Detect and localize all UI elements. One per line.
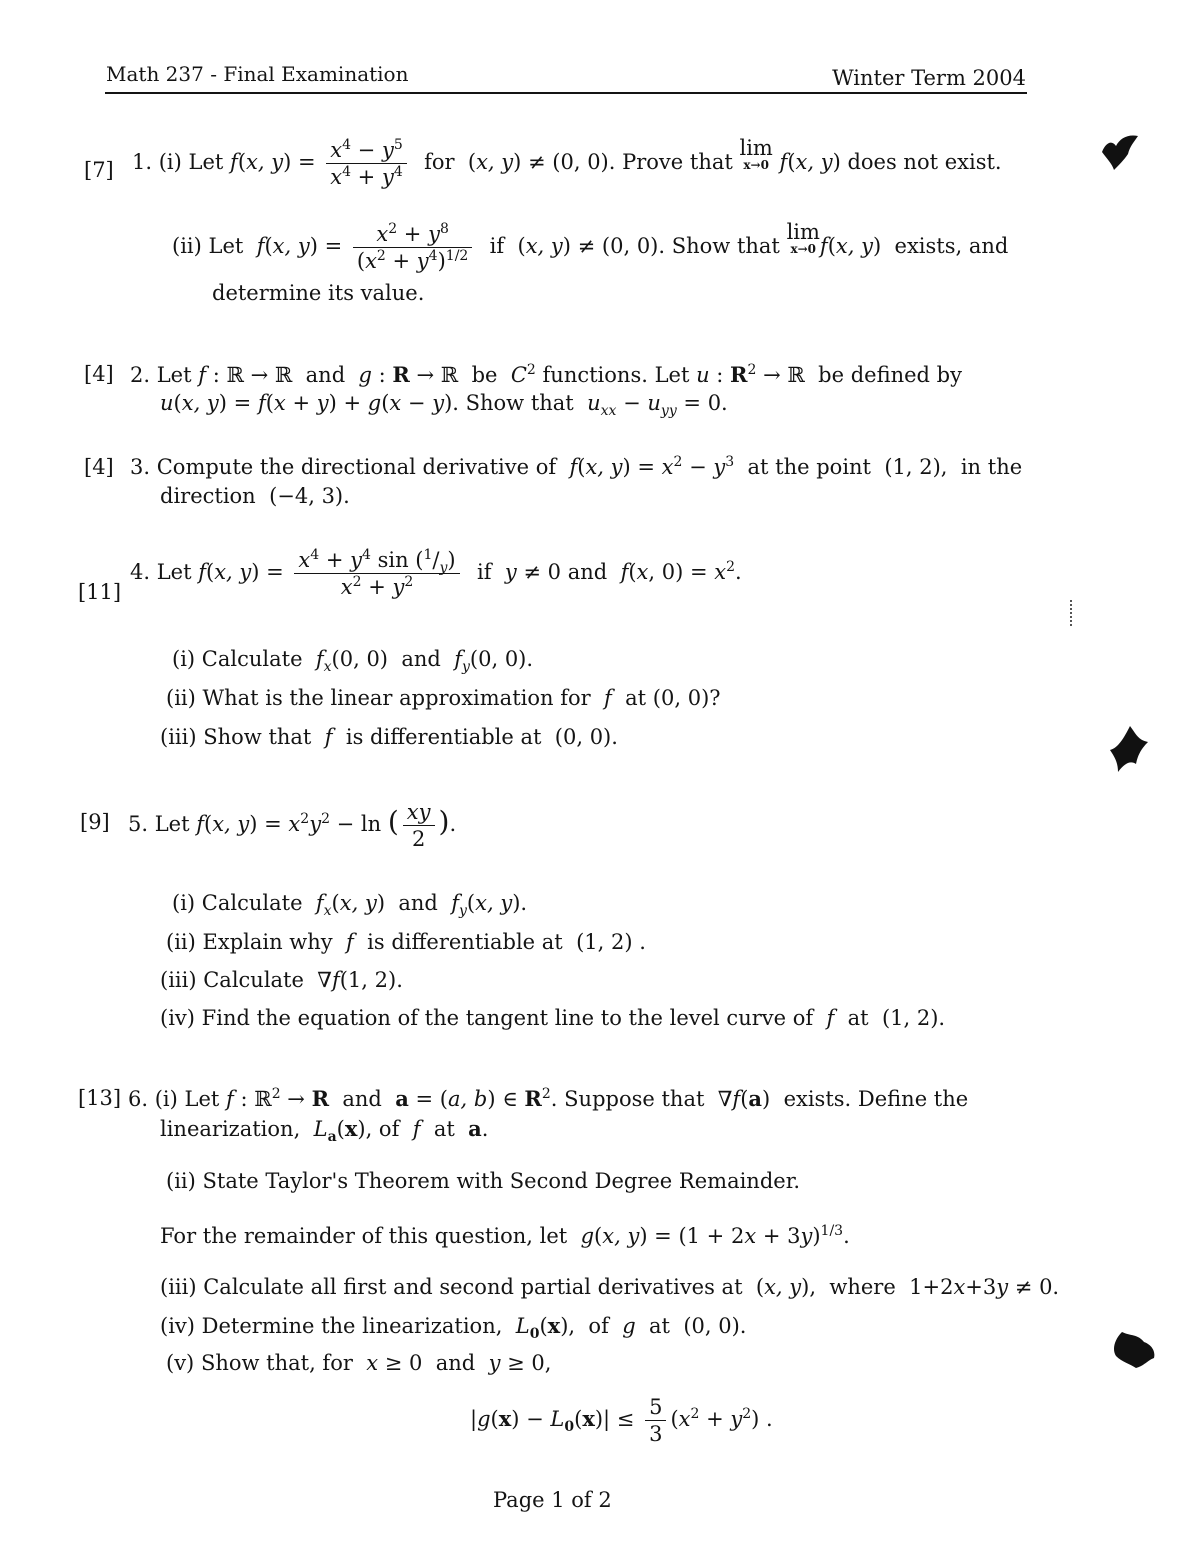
- q6-remainder: For the remainder of this question, let g(x, $y) = (1 + 2x + 3y)^{1/3}$.: [160, 1223, 850, 1248]
- q1-part-ii-cont: determine its value.: [212, 281, 425, 305]
- q5-line: 5. Let f(x, $y) = x^2y^2 - \ln$ ( $\frac{xy}{2}$ ).: [128, 800, 457, 851]
- q4-marks: [11]: [78, 580, 122, 604]
- q3-line2: direction (−4, 3).: [160, 484, 350, 508]
- q5-part-ii: (ii) Explain why f is differentiable at (1, 2) .: [166, 930, 646, 954]
- q6-part-iii: (iii) Calculate all first and second partial derivatives at (x, y), where 1+2x+3y ≠ 0.: [160, 1275, 1060, 1299]
- q4-part-ii: (ii) What is the linear approximation for f at (0, 0)?: [166, 686, 721, 710]
- q5-part-i: (i) Calculate $f_x(x$, y) and $f_y(x$, y).: [172, 891, 528, 920]
- q1ii-fraction: $\frac{x^2 + y^8}{(x^2 + y^4)^{1/2}}$: [353, 222, 472, 273]
- q1-fraction: $\frac{x^4 - y^5}{x^4 + y^4}$: [326, 138, 407, 189]
- q5-part-iii: (iii) Calculate ∇f(1, 2).: [160, 968, 403, 992]
- q2-line1: 2. Let f : ℝ → ℝ and g : R → ℝ be $C^2$ functions. Let u : $R^2$ → ℝ be defined by: [130, 362, 962, 387]
- q1-marks: [7]: [84, 158, 114, 182]
- q6-part-i-cont: linearization, $L_a(x)$, of f at a.: [160, 1116, 489, 1146]
- q6-part-v: (v) Show that, for x ≥ 0 and y ≥ 0,: [166, 1351, 552, 1375]
- q1-part-ii: (ii) Let f(x, y) = $\frac{x^2 + y^8}{(x^2 + y^4)^{1/2}}$ if (x, y) ≠ (0, 0). Show that lim x→0 f(x, y) exists, and: [172, 220, 1009, 273]
- exam-term: Winter Term 2004: [832, 66, 1026, 90]
- q4-part-i: (i) Calculate $f_x(0$, 0) and $f_y(0$, 0).: [172, 647, 534, 676]
- exam-title: Math 237 - Final Examination: [106, 62, 409, 86]
- q6-marks: [13]: [78, 1086, 122, 1110]
- q4-line: 4. Let f(x, y) = $\frac{x^4 + y^4 \sin (^1/_y)}{x^2 + y^2}$ if y ≠ 0 and f(x, $0) = x^2$.: [130, 547, 742, 599]
- q1-part-i: 1. (i) Let f(x, y) = $\frac{x^4 - y^5}{x^4 + y^4}$ for (x, y) ≠ (0, 0). Prove that lim x→0 f(x, y) does not exist.: [132, 136, 1002, 189]
- q1-num: 1.: [132, 150, 153, 174]
- q4-fraction: $\frac{x^4 + y^4 \sin (^1/_y)}{x^2 + y^2}$: [294, 548, 459, 599]
- q6-part-iv: (iv) Determine the linearization, $L_0(x)$, of g at (0, 0).: [160, 1313, 747, 1343]
- q6-part-i: 6. (i) Let f : ℝ$^2$ → R and a = (a, b) ∈ $R^2$. Suppose that ∇f(a) exists. Define the: [128, 1086, 969, 1111]
- ink-mark-icon: [1098, 130, 1144, 174]
- q2-marks: [4]: [84, 362, 114, 386]
- header-rule: [105, 92, 1027, 94]
- q3-marks: [4]: [84, 455, 114, 479]
- q5-part-iv: (iv) Find the equation of the tangent line to the level curve of f at (1, 2).: [160, 1006, 946, 1030]
- q6-inequality: $|g(x) - L_0(x)|$ ≤ $\frac{5}{3}$ $(x^2 + y^2)$ .: [470, 1395, 773, 1446]
- ink-mark-icon: [1108, 724, 1152, 776]
- q3-line1: 3. Compute the directional derivative of f(x, $y) = x^2 - y^3$ at the point (1, 2), in the: [130, 454, 1023, 479]
- q5-marks: [9]: [80, 810, 110, 834]
- page-number: Page 1 of 2: [493, 1488, 612, 1512]
- ink-mark-icon: [1108, 1328, 1158, 1372]
- q4-part-iii: (iii) Show that f is differentiable at (0, 0).: [160, 725, 618, 749]
- dotted-mark: [1070, 600, 1074, 626]
- q2-line2: u(x, y) = f(x + y) + g(x − y). Show that $u_{xx} - u_{yy} = 0$.: [160, 391, 728, 420]
- q6-part-ii: (ii) State Taylor's Theorem with Second Degree Remainder.: [166, 1169, 801, 1193]
